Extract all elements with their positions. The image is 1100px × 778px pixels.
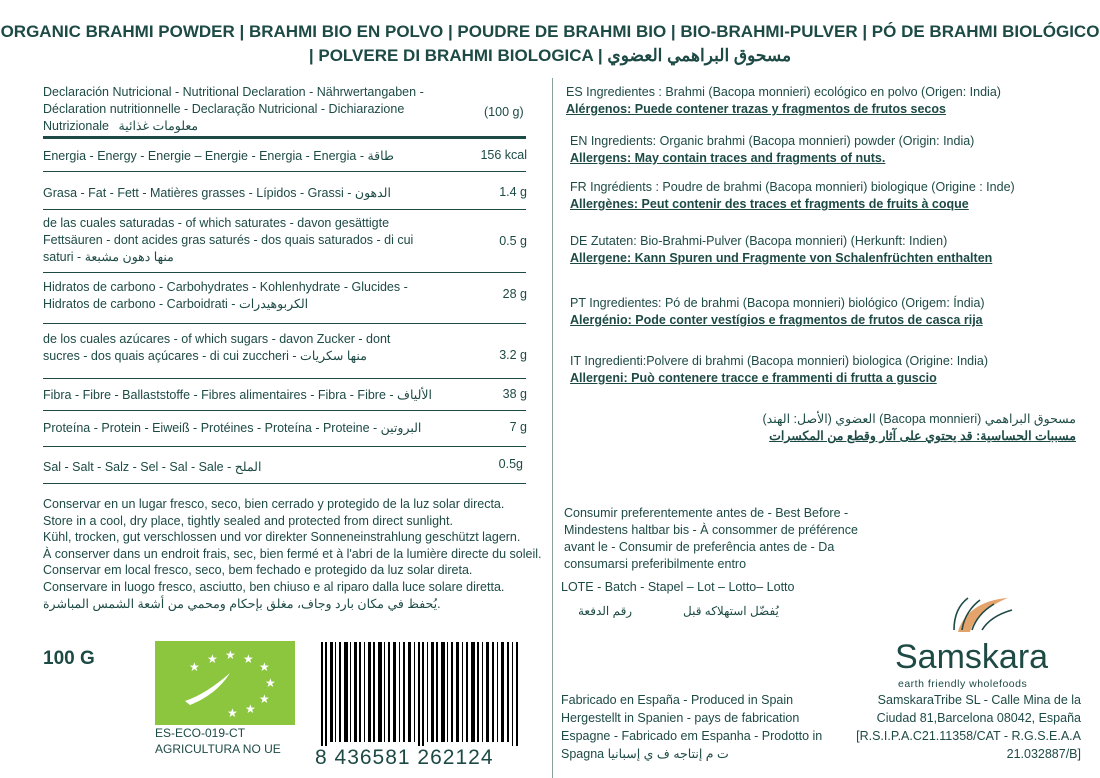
product-title [0, 20, 1100, 68]
ingredients-text: FR Ingrédients : Poudre de brahmi (Bacopa monnieri) biologique (Origine : Inde) [570, 180, 1015, 194]
svg-text:★: ★ [265, 676, 276, 690]
row-fibre-label: Fibra - Fibre - Ballaststoffe - Fibres alimentaires - Fibra - Fibre - الألياف [43, 388, 432, 402]
table-top-rule [43, 136, 526, 139]
nutrition-unit: (100 g) [484, 105, 524, 119]
allergen-text: Allergènes: Peut contenir des traces et fragments de fruits à coque [570, 197, 969, 211]
net-weight: 100 G [43, 648, 95, 669]
ingredients-it [570, 353, 1070, 387]
storage-it: Conservare in luogo fresco, asciutto, ben chiuso e al riparo dalla luce solare diretta. [43, 579, 505, 594]
row-fat-value: 1.4 g [499, 185, 527, 199]
svg-text:★: ★ [225, 648, 236, 662]
storage-instructions [43, 496, 543, 612]
table-rule [43, 323, 526, 324]
storage-en: Store in a cool, dry place, tightly sealed and protected from direct sunlight. [43, 513, 453, 528]
table-rule [43, 483, 526, 484]
svg-text:★: ★ [189, 660, 200, 674]
storage-ar: يُحفظ في مكان بارد وجاف، مغلق بإحكام ومحمي من أشعة الشمس المباشرة. [43, 596, 441, 611]
ingredients-text: EN Ingredients: Organic brahmi (Bacopa monnieri) powder (Origin: India) [570, 134, 975, 148]
ingredients-pt [570, 295, 1070, 329]
table-rule [43, 171, 526, 172]
lot-ar: رقم الدفعة [578, 604, 633, 618]
made-in-latin: Fabricado en España - Produced in Spain Hergestellt in Spanien - pays de fabrication Espagne - Fabricado em Espanha - Prodotto in Spagna [561, 693, 823, 761]
row-saturates-value: 0.5 g [499, 234, 527, 248]
svg-text:★: ★ [227, 706, 238, 720]
storage-pt: Conservar em local fresco, seco, bem fechado e protegido da luz solar direta. [43, 563, 473, 578]
ingredients-ar [576, 411, 1076, 445]
column-divider [552, 78, 553, 778]
row-saturates-label: de las cuales saturadas - of which saturates - davon gesättigte Fettsäuren - dont acides gras saturés - dos quais saturados - di cui saturi - منها دهون مشبعة [43, 216, 414, 264]
eco-certification [155, 725, 281, 757]
ingredients-text: مسحوق البراهمي (Bacopa monnieri) العضوي (الأصل: الهند) [762, 412, 1076, 426]
ingredients-es [566, 84, 1066, 118]
ingredients-de [570, 233, 1070, 267]
title-line-1: ORGANIC BRAHMI POWDER | BRAHMI BIO EN POLVO | POUDRE DE BRAHMI BIO | BIO-BRAHMI-PULVER | PÓ DE BRAHMI BIOLÓGICO [0, 22, 1100, 41]
made-in-text [561, 691, 831, 763]
eco-code: ES-ECO-019-CT [155, 726, 246, 740]
ingredients-fr [570, 179, 1070, 213]
table-rule [43, 446, 526, 447]
row-fibre-value: 38 g [502, 387, 527, 401]
storage-de: Kühl, trocken, gut verschlossen und vor direkter Sonneneinstrahlung geschützt lagern. [43, 530, 521, 545]
allergen-text: مسببات الحساسية: قد يحتوي على آثار وقطع من المكسرات [769, 429, 1076, 443]
barcode-number: 8 436581 262124 [315, 746, 530, 770]
row-carbs-value: 28 g [502, 287, 527, 301]
lot-text: LOTE - Batch - Stapel – Lot – Lotto– Lotto [561, 580, 795, 594]
svg-text:★: ★ [259, 692, 270, 706]
svg-text:★: ★ [245, 702, 256, 716]
ingredients-en [570, 133, 1070, 167]
ingredients-text: ES Ingredientes : Brahmi (Bacopa monnieri) ecológico en polvo (Origen: India) [566, 85, 1001, 99]
nutrition-header: Declaración Nutricional - Nutritional Declaration - Nährwertangaben - Déclaration nutritionnelle - Declaração Nutricional - Dichiarazione Nutrizionale معلومات غذائية [43, 85, 424, 133]
best-before-ar: يُفضّل استهلاكه قبل [683, 604, 779, 618]
row-salt-value: 0.5g [498, 457, 523, 471]
allergen-text: Alergénio: Pode conter vestígios e fragmentos de frutos de casca rija [570, 313, 983, 327]
row-protein-value: 7 g [509, 420, 527, 434]
allergen-text: Allergene: Kann Spuren und Fragmente von Schalenfrüchten enthalten [570, 251, 993, 265]
svg-text:★: ★ [207, 652, 218, 666]
row-energy-label: Energia - Energy - Energie – Energie - Energia - Energia - طاقة [43, 149, 394, 163]
row-sugars-value: 3.2 g [499, 348, 527, 362]
row-energy-value: 156 kcal [480, 148, 527, 162]
company-address: SamskaraTribe SL - Calle Mina de la Ciudad 81,Barcelona 08042, España [R.S.I.P.A.C21.11358/CAT - R.G.S.E.A.A 21.032887/B] [856, 693, 1081, 761]
storage-fr: À conserver dans un endroit frais, sec, bien fermé et à l'abri de la lumière directe du soleil. [43, 546, 542, 561]
ingredients-text: IT Ingredienti:Polvere di brahmi (Bacopa monnieri) biologica (Origine: India) [570, 354, 989, 368]
storage-es: Conservar en un lugar fresco, seco, bien cerrado y protegido de la luz solar directa. [43, 497, 505, 511]
ingredients-text: DE Zutaten: Bio-Brahmi-Pulver (Bacopa monnieri) (Herkunft: Indien) [570, 234, 948, 248]
svg-text:★: ★ [259, 660, 270, 674]
row-fat-label: Grasa - Fat - Fett - Matières grasses - Lípidos - Grassi - الدهون [43, 186, 391, 200]
samskara-logo-icon [948, 594, 1020, 634]
made-in-ar: ت م إنتاجه ف ي إسبانيا [607, 747, 729, 761]
row-salt-label: Sal - Salt - Salz - Sel - Sal - Sale - الملح [43, 460, 262, 474]
eco-origin: AGRICULTURA NO UE [155, 742, 281, 756]
best-before-text: Consumir preferentemente antes de - Best Before - Mindestens haltbar bis - À consommer de préférence avant le - Consumir de preferência antes de - Da consumarsi preferibilmente entro [564, 506, 858, 571]
allergen-text: Allergens: May contain traces and fragments of nuts. [570, 151, 886, 165]
brand-name: Samskara [895, 638, 1049, 676]
table-rule [43, 209, 526, 210]
svg-text:★: ★ [243, 652, 254, 666]
row-carbs-label: Hidratos de carbono - Carbohydrates - Kohlenhydrate - Glucides - Hidratos de carbono - Carboidrati - الكربوهيدرات [43, 280, 408, 311]
barcode [315, 642, 530, 752]
eu-organic-logo [155, 641, 295, 725]
table-rule [43, 272, 526, 273]
ingredients-text: PT Ingredientes: Pó de brahmi (Bacopa monnieri) biológico (Origem: Índia) [570, 296, 985, 310]
title-line-2: | POLVERE DI BRAHMI BIOLOGICA | مسحوق البراهمي العضوي [308, 46, 792, 65]
allergen-text: Alérgenos: Puede contener trazas y fragmentos de frutos secos [566, 102, 946, 116]
row-protein-label: Proteína - Protein - Eiweiß - Protéines - Proteína - Proteine - البروتين [43, 421, 422, 435]
brand-tagline: earth friendly wholefoods [898, 678, 1028, 690]
table-rule [43, 378, 526, 379]
row-sugars-label: de los cuales azúcares - of which sugars - davon Zucker - dont sucres - dos quais açúcares - di cui zuccheri - منها سكريات [43, 332, 391, 363]
table-rule [43, 410, 526, 411]
allergen-text: Allergeni: Può contenere tracce e frammenti di frutta a guscio [570, 371, 937, 385]
